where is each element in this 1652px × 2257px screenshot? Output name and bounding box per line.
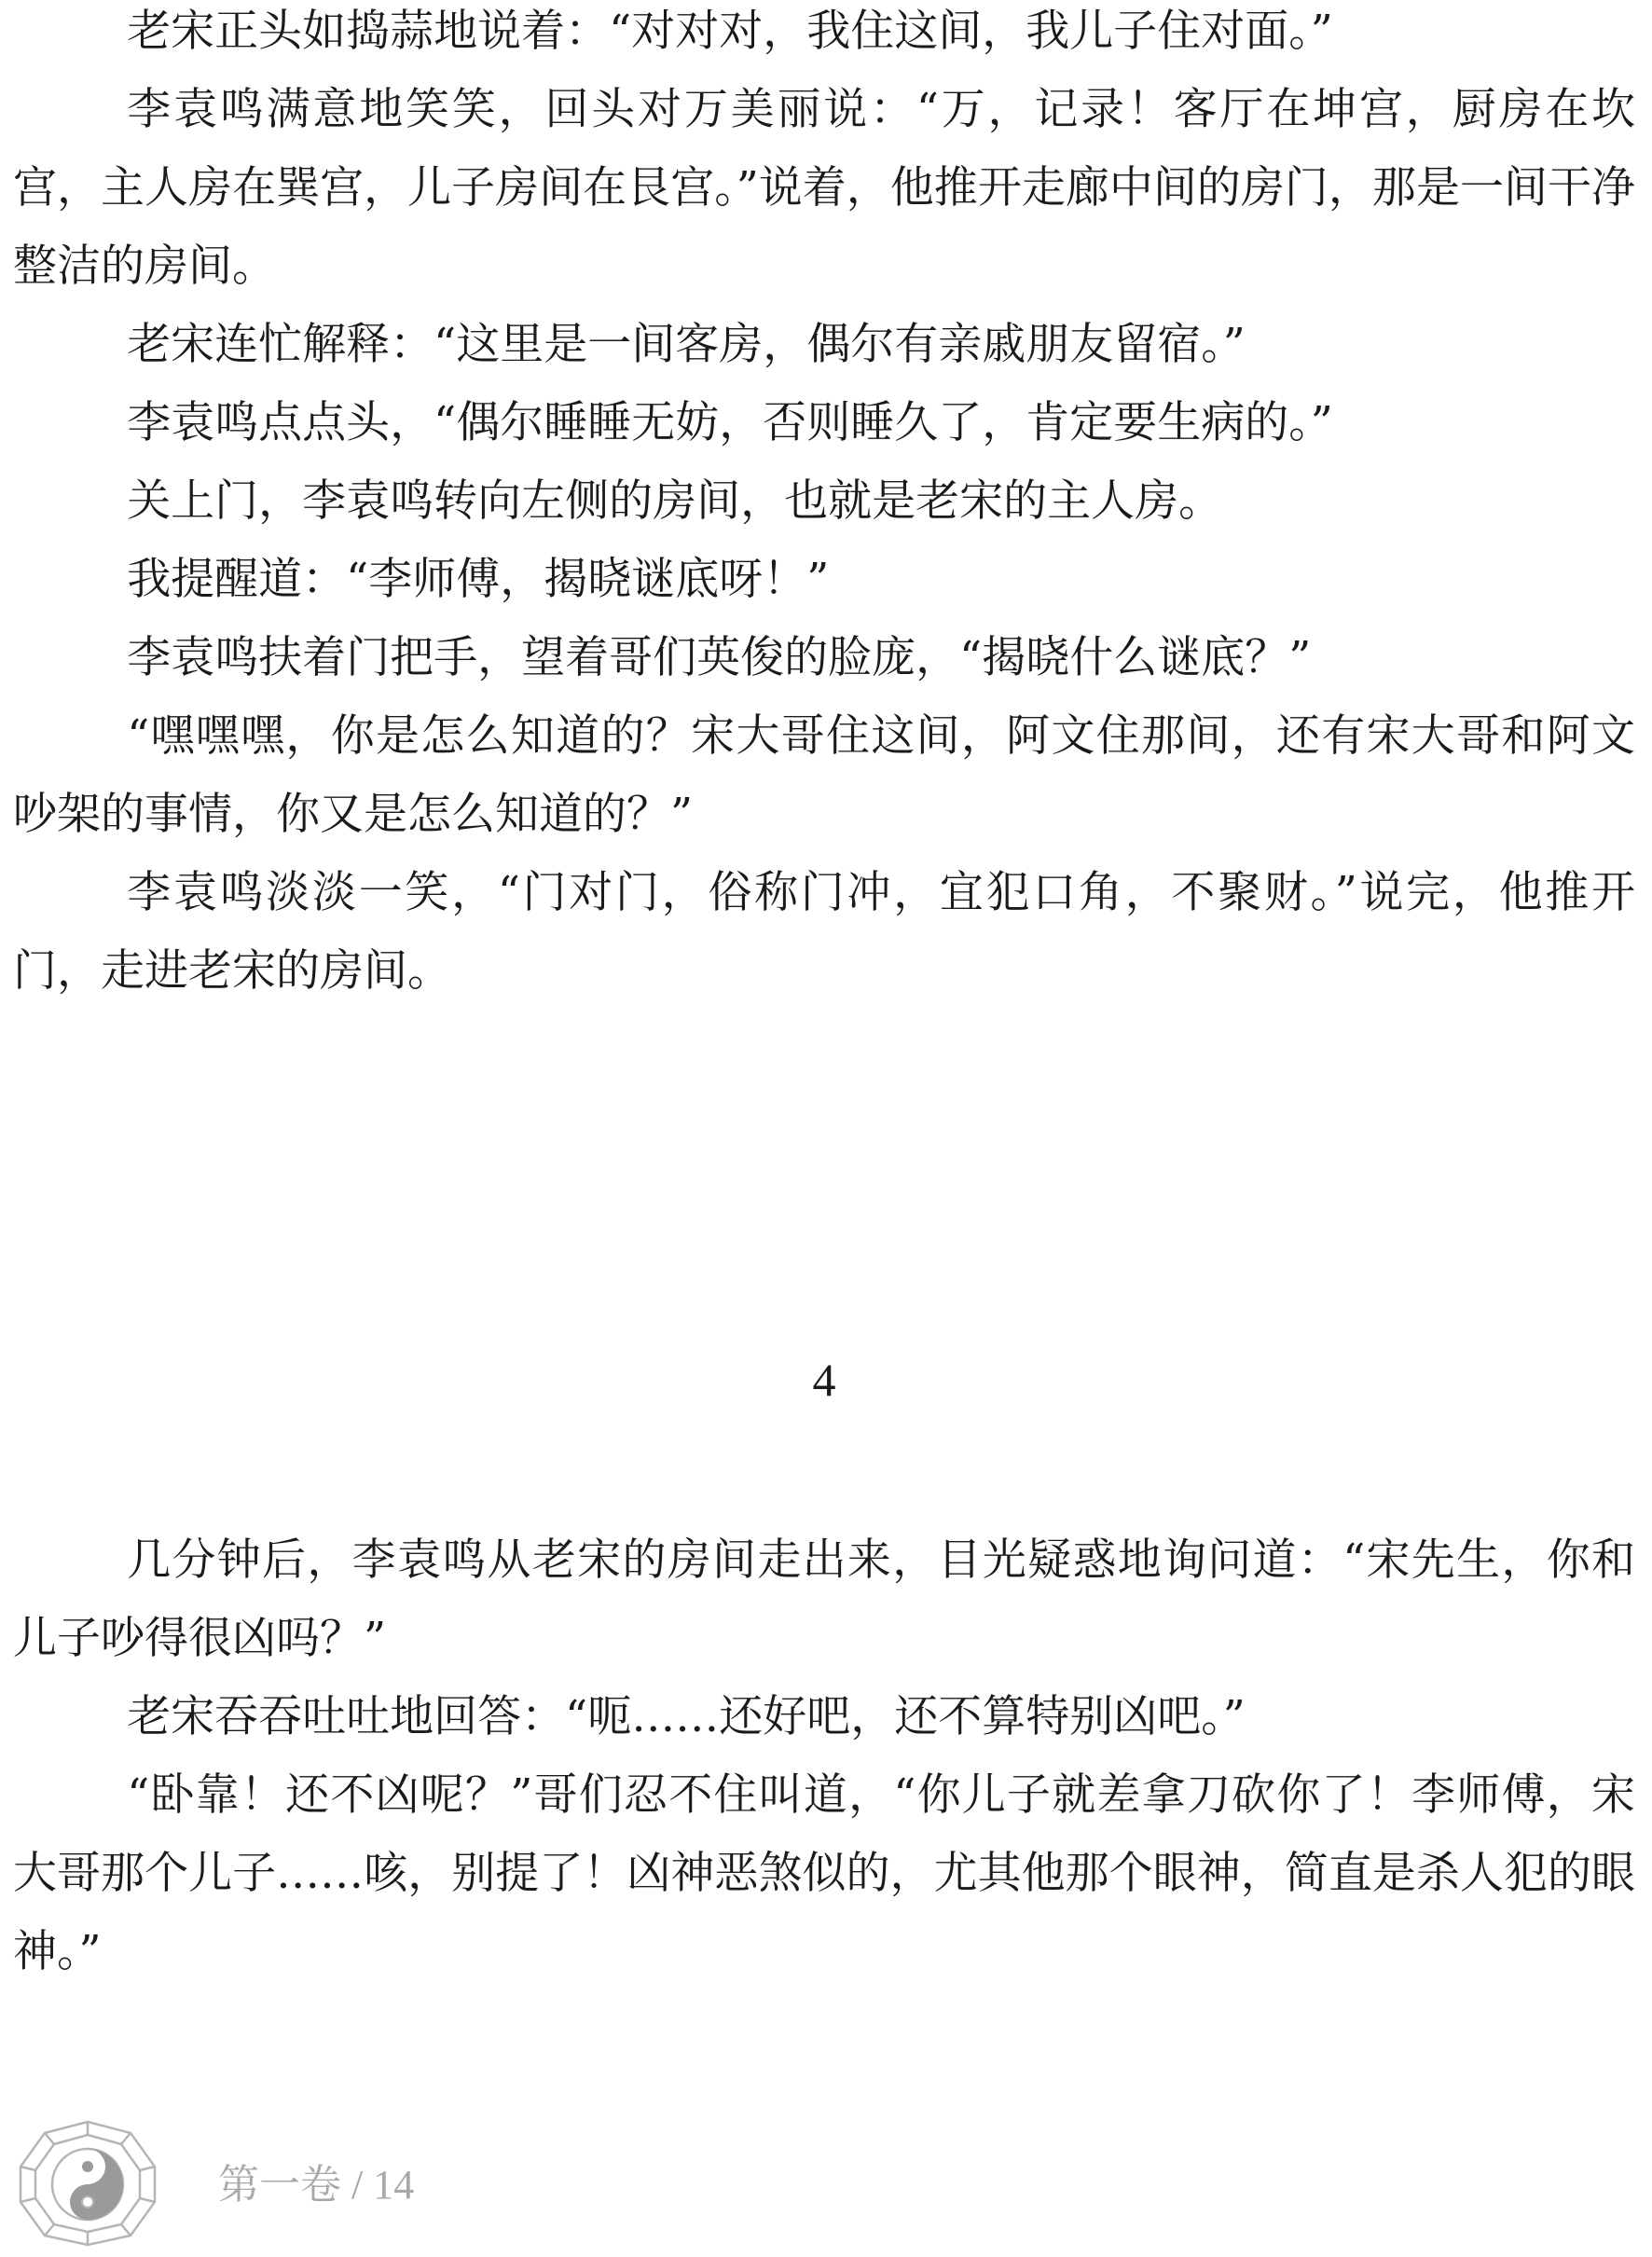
paragraph: “卧靠！还不凶呢？”哥们忍不住叫道，“你儿子就差拿刀砍你了！李师傅，宋大哥那个儿子……咳，别提了！凶神恶煞似的，尤其他那个眼神，简直是杀人犯的眼神。” xyxy=(13,1769,1635,1977)
paragraph: 老宋连忙解释：“这里是一间客房，偶尔有亲戚朋友留宿。” xyxy=(127,319,1246,370)
page-folio: 第一卷 / 14 xyxy=(218,2162,415,2208)
paragraph: 李袁鸣淡淡一笑，“门对门，俗称门冲，宜犯口角，不聚财。”说完，他推开门，走进老宋的房间。 xyxy=(13,867,1635,997)
paragraph: 几分钟后，李袁鸣从老宋的房间走出来，目光疑惑地询问道：“宋先生，你和儿子吵得很凶吗？” xyxy=(13,1534,1635,1664)
paragraph: 李袁鸣扶着门把手，望着哥们英俊的脸庞，“揭晓什么谜底？” xyxy=(127,632,1312,683)
body-text-section-b xyxy=(13,1521,1635,1991)
paragraph: 老宋正头如捣蒜地说着：“对对对，我住这间，我儿子住对面。” xyxy=(127,6,1333,57)
paragraph: 李袁鸣满意地笑笑，回头对万美丽说：“万，记录！客厅在坤宫，厨房在坎宫，主人房在巽宫，儿子房间在艮宫。”说着，他推开走廊中间的房门，那是一间干净整洁的房间。 xyxy=(13,84,1635,292)
paragraph: 老宋吞吞吐吐地回答：“呃……还好吧，还不算特别凶吧。” xyxy=(127,1691,1246,1742)
paragraph: 李袁鸣点点头，“偶尔睡睡无妨，否则睡久了，肯定要生病的。” xyxy=(127,397,1333,448)
bagua-yinyang-icon xyxy=(13,2118,162,2249)
paragraph: 关上门，李袁鸣转向左侧的房间，也就是老宋的主人房。 xyxy=(127,475,1223,527)
body-text-section-a xyxy=(13,0,1635,1011)
section-number: 4 xyxy=(812,1354,836,1406)
page-footer xyxy=(13,2118,666,2249)
paragraph: “嘿嘿嘿，你是怎么知道的？宋大哥住这间，阿文住那间，还有宋大哥和阿文吵架的事情，你又是怎么知道的？” xyxy=(13,710,1635,840)
paragraph: 我提醒道：“李师傅，揭晓谜底呀！” xyxy=(127,554,830,605)
